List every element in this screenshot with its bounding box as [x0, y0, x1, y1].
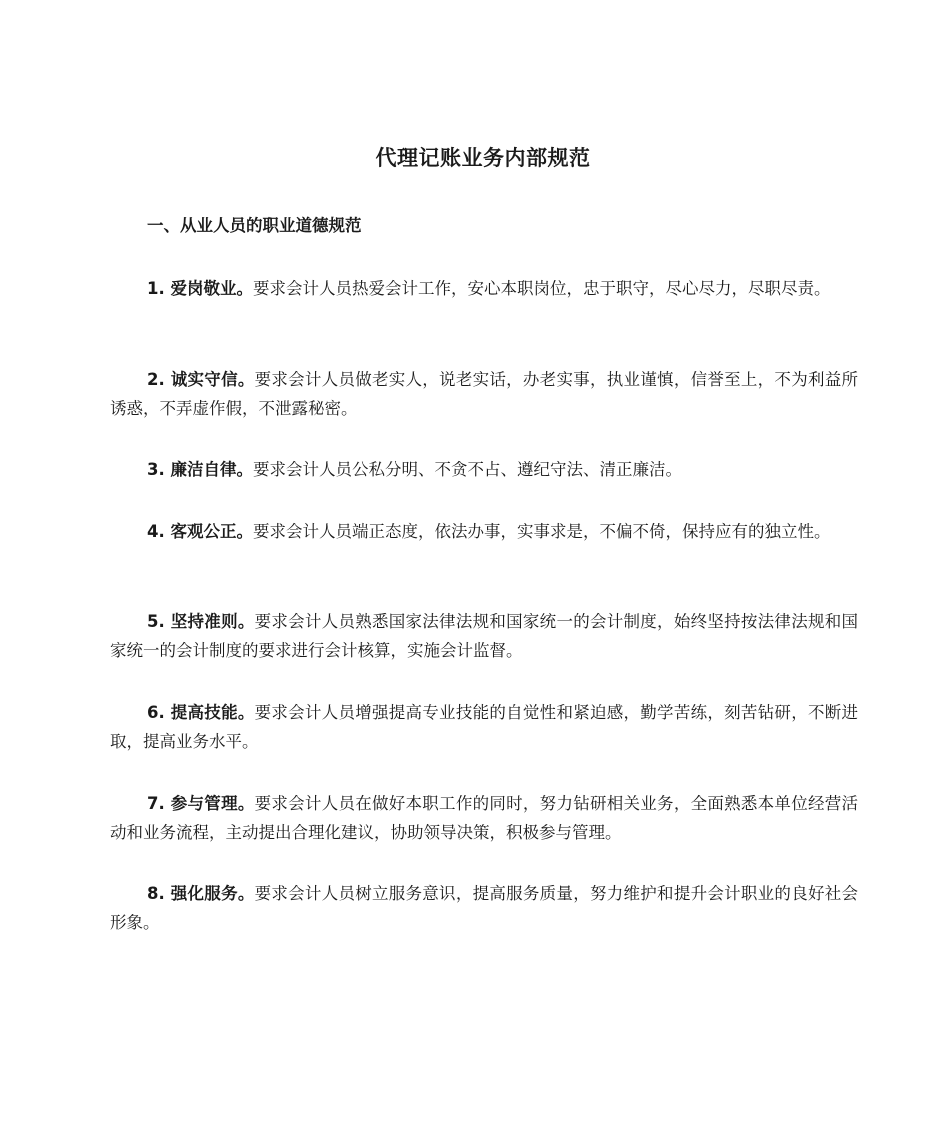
list-item [110, 274, 858, 303]
item-text: 要求会计人员树立服务意识，提高服务质量，努力维护和提升会计职业的良好社会形象。 [110, 884, 858, 932]
item-text: 要求会计人员热爱会计工作，安心本职岗位，忠于职守，尽心尽力，尽职尽责。 [253, 279, 831, 298]
item-lead: 5. 坚持准则。 [147, 612, 255, 631]
list-item [110, 455, 858, 484]
item-text: 要求会计人员公私分明、不贪不占、遵纪守法、清正廉洁。 [253, 460, 682, 479]
item-text: 要求会计人员在做好本职工作的同时，努力钻研相关业务，全面熟悉本单位经营活动和业务流程，主动提出合理化建议，协助领导决策，积极参与管理。 [110, 794, 858, 842]
section-heading: 一、从业人员的职业道德规范 [147, 216, 362, 235]
item-lead: 3. 廉洁自律。 [147, 460, 253, 479]
item-text: 要求会计人员做老实人，说老实话，办老实事，执业谨慎，信誉至上，不为利益所诱惑，不弄虚作假，不泄露秘密。 [110, 370, 858, 418]
item-lead: 2. 诚实守信。 [147, 370, 255, 389]
item-lead: 8. 强化服务。 [147, 884, 255, 903]
list-item [110, 517, 858, 546]
list-item [110, 789, 858, 847]
item-text: 要求会计人员增强提高专业技能的自觉性和紧迫感，勤学苦练，刻苦钻研，不断进取，提高业务水平。 [110, 703, 858, 751]
list-item [110, 365, 858, 423]
item-lead: 1. 爱岗敬业。 [147, 279, 253, 298]
list-item [110, 698, 858, 756]
item-lead: 7. 参与管理。 [147, 794, 255, 813]
item-lead: 4. 客观公正。 [147, 522, 253, 541]
list-item [110, 607, 858, 665]
item-text: 要求会计人员熟悉国家法律法规和国家统一的会计制度，始终坚持按法律法规和国家统一的会计制度的要求进行会计核算，实施会计监督。 [110, 612, 858, 660]
item-lead: 6. 提高技能。 [147, 703, 255, 722]
document-title: 代理记账业务内部规范 [375, 146, 591, 170]
item-text: 要求会计人员端正态度，依法办事，实事求是，不偏不倚，保持应有的独立性。 [253, 522, 831, 541]
list-item [110, 879, 858, 937]
